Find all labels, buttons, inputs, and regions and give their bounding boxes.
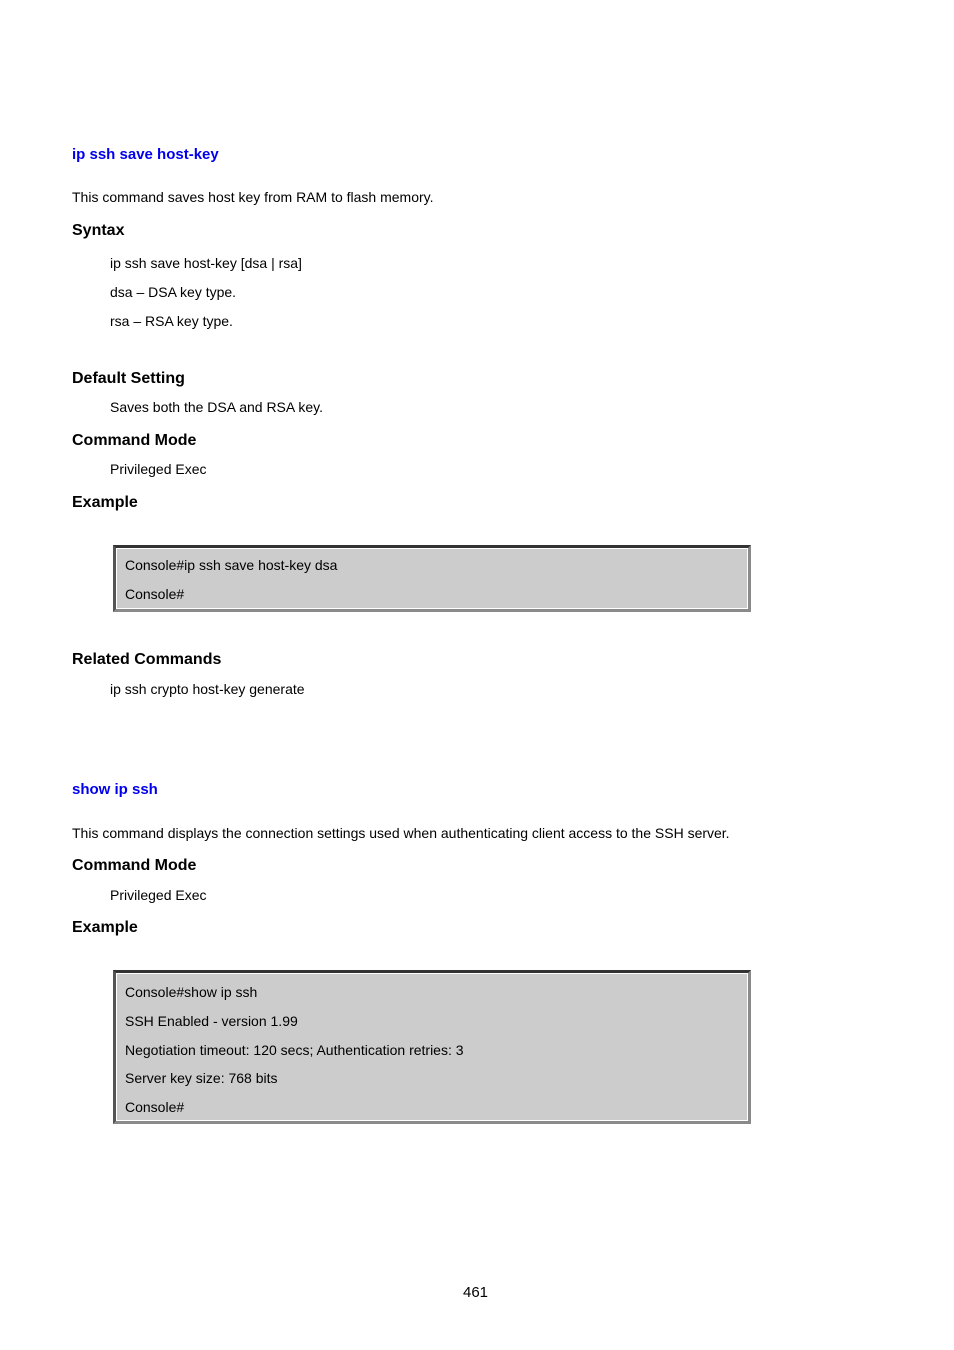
console-line: Console#ip ssh save host-key dsa <box>125 557 338 573</box>
console-line: Console# <box>125 1099 185 1115</box>
syntax-heading: Syntax <box>72 222 125 239</box>
section-title-ip-ssh-save-host-key: ip ssh save host-key <box>72 146 219 163</box>
console-example-box <box>113 545 751 612</box>
syntax-param-dsa: dsa – DSA key type. <box>110 284 237 300</box>
related-command-link: ip ssh crypto host-key generate <box>110 681 305 697</box>
command-mode-heading: Command Mode <box>72 432 197 449</box>
console-example-box <box>113 970 751 1124</box>
default-setting-heading: Default Setting <box>72 370 185 387</box>
syntax-param-rsa: rsa – RSA key type. <box>110 313 233 329</box>
console-line: Console#show ip ssh <box>125 984 258 1000</box>
console-line: SSH Enabled - version 1.99 <box>125 1013 298 1029</box>
default-setting-text: Saves both the DSA and RSA key. <box>110 399 323 415</box>
command-mode-heading: Command Mode <box>72 857 197 874</box>
console-line: Negotiation timeout: 120 secs; Authentication retries: 3 <box>125 1042 464 1058</box>
page-number: 461 <box>463 1284 489 1301</box>
section-description: This command displays the connection settings used when authenticating client access to the SSH server. <box>72 825 730 841</box>
example-heading: Example <box>72 919 138 936</box>
section-description: This command saves host key from RAM to flash memory. <box>72 189 434 205</box>
example-heading: Example <box>72 494 138 511</box>
command-mode-text: Privileged Exec <box>110 461 207 477</box>
console-line: Console# <box>125 586 185 602</box>
related-commands-heading: Related Commands <box>72 651 222 668</box>
syntax-line: ip ssh save host-key [dsa | rsa] <box>110 255 302 271</box>
command-mode-text: Privileged Exec <box>110 887 207 903</box>
console-line: Server key size: 768 bits <box>125 1070 278 1086</box>
section-title-show-ip-ssh: show ip ssh <box>72 781 158 798</box>
